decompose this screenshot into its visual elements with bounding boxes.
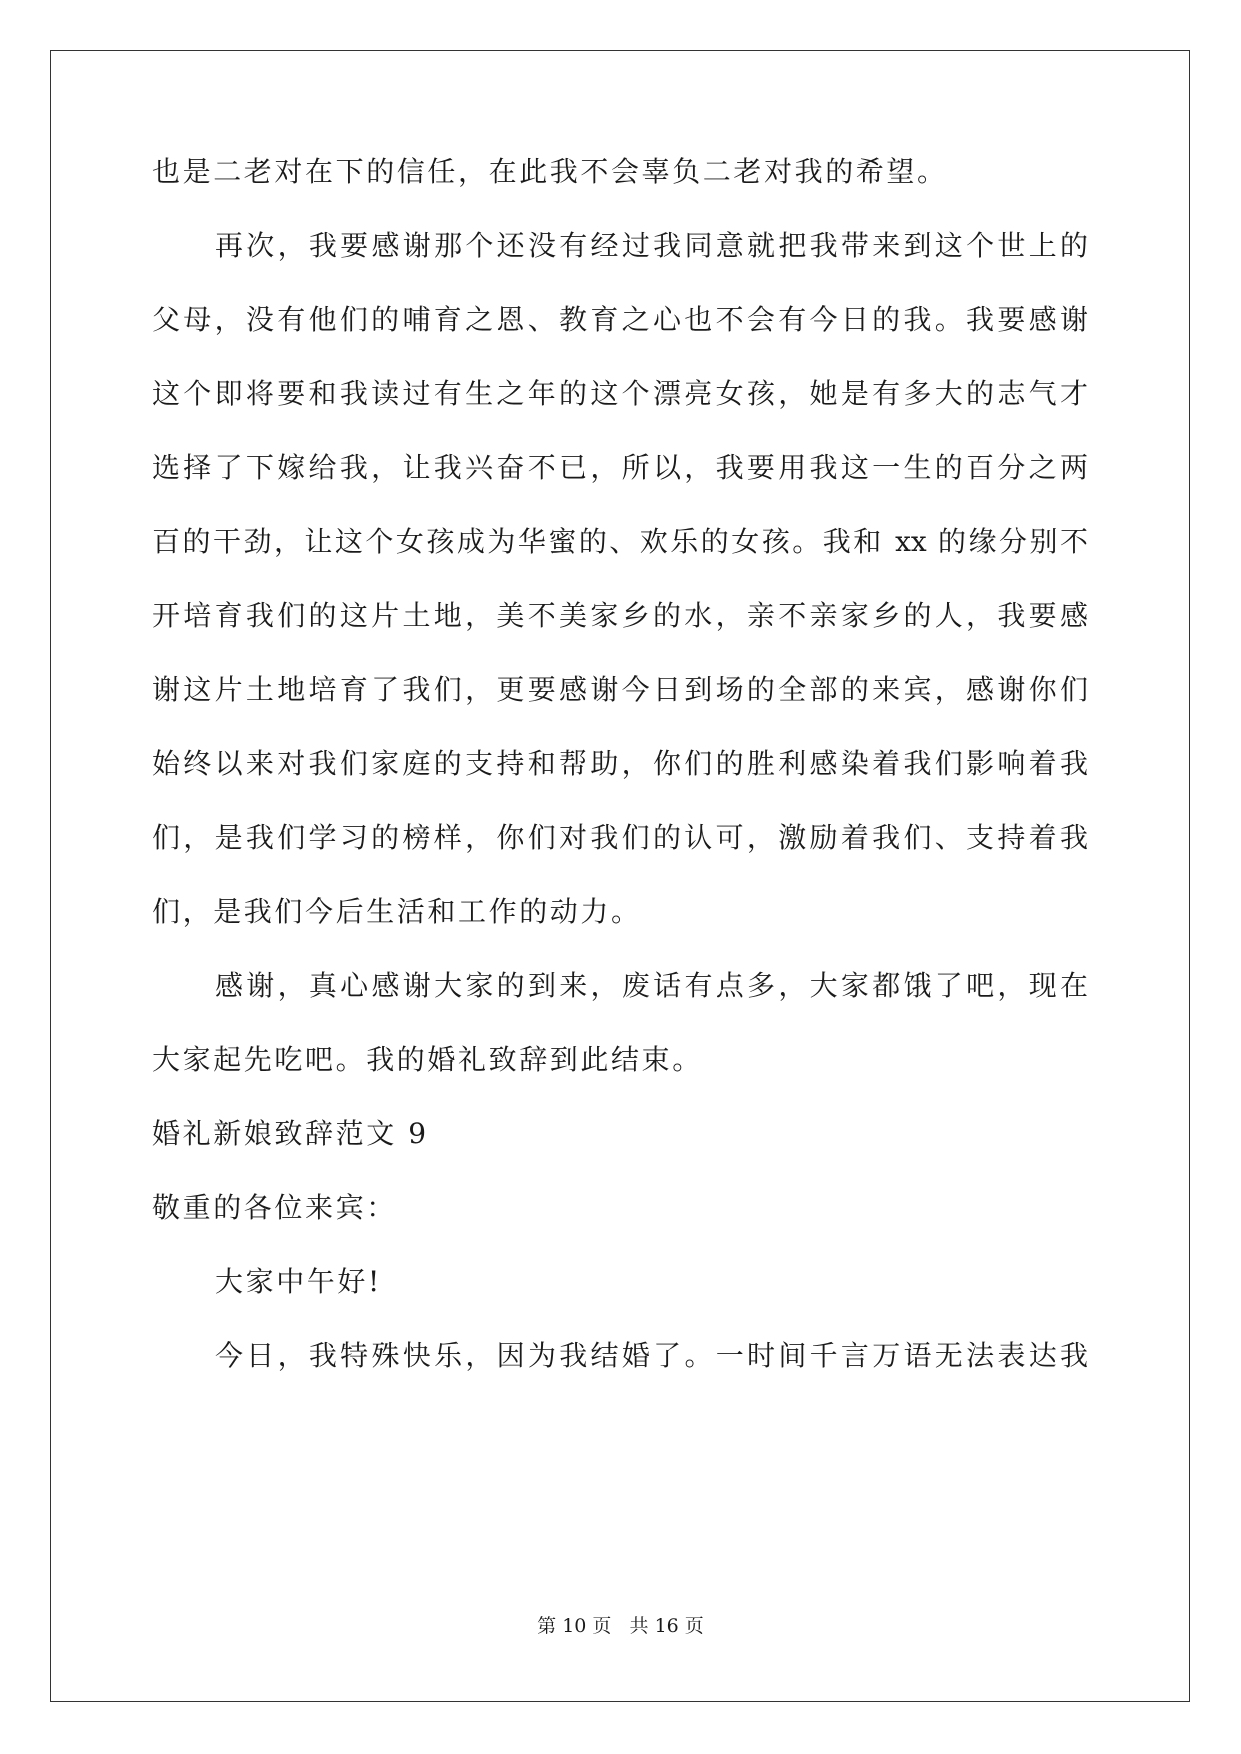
section-heading: 婚礼新娘致辞范文 9 — [152, 1117, 429, 1150]
text-line: 开培育我们的这片土地，美不美家乡的水，亲不亲家乡的人，我要感 — [152, 599, 1088, 632]
page-border — [50, 50, 1190, 1702]
text-line: 们，是我们学习的榜样，你们对我们的认可，激励着我们、支持着我 — [152, 821, 1088, 854]
text-line: 选择了下嫁给我，让我兴奋不已，所以，我要用我这一生的百分之两 — [152, 451, 1088, 484]
text-line: 今日，我特殊快乐，因为我结婚了。一时间千言万语无法表达我 — [215, 1339, 1088, 1372]
text-line: 也是二老对在下的信任，在此我不会辜负二老对我的希望。 — [152, 155, 948, 188]
greeting-line: 大家中午好! — [215, 1265, 382, 1298]
text-line: 谢这片土地培育了我们，更要感谢今日到场的全部的来宾，感谢你们 — [152, 673, 1088, 706]
text-line: 这个即将要和我读过有生之年的这个漂亮女孩，她是有多大的志气才 — [152, 377, 1088, 410]
text-line: 父母，没有他们的哺育之恩、教育之心也不会有今日的我。我要感谢 — [152, 303, 1088, 336]
salutation: 敬重的各位来宾： — [152, 1191, 397, 1224]
text-line: 们，是我们今后生活和工作的动力。 — [152, 895, 642, 928]
text-line: 感谢，真心感谢大家的到来，废话有点多，大家都饿了吧，现在 — [215, 969, 1088, 1002]
page-number-footer: 第 10 页 共 16 页 — [537, 1615, 704, 1637]
text-line: 再次，我要感谢那个还没有经过我同意就把我带来到这个世上的 — [215, 229, 1088, 262]
text-line: 始终以来对我们家庭的支持和帮助，你们的胜利感染着我们影响着我 — [152, 747, 1088, 780]
text-line: 百的干劲，让这个女孩成为华蜜的、欢乐的女孩。我和 xx 的缘分别不 — [152, 525, 1088, 558]
text-line: 大家起先吃吧。我的婚礼致辞到此结束。 — [152, 1043, 703, 1076]
